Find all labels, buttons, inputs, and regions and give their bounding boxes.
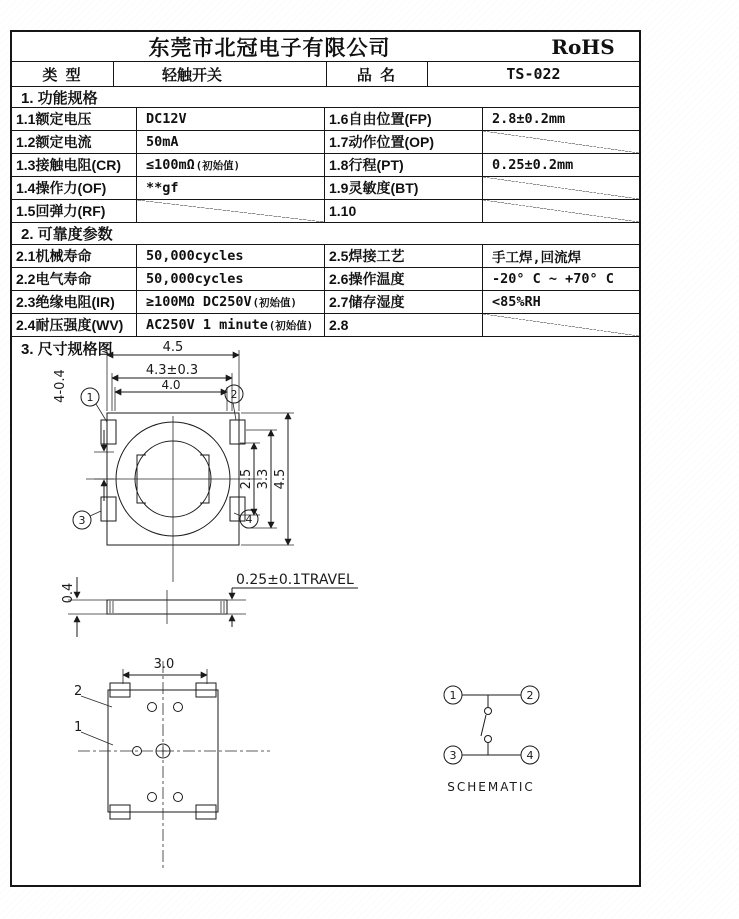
spec-label: 2.4耐压强度(WV) [12,314,137,336]
header-row [12,32,639,62]
lead-pad-3 [101,497,116,521]
travel-label: 0.25±0.1TRAVEL [236,572,354,588]
spec-row-2-3 [12,291,639,314]
spec-value: 0.25±0.2mm [492,157,574,173]
spec-value: 50mA [137,131,325,153]
spec-label: 1.6自由位置(FP) [325,108,483,130]
dim-4-3: 4.3±0.3 [145,363,199,378]
type-value: 轻触开关 [114,62,327,86]
callout-1: 1 [74,720,83,735]
type-label: 类 型 [12,62,114,86]
spec-value: <85%RH [492,294,541,310]
spec-value: 手工焊,回流焊 [492,250,582,266]
company-title: 东莞市北冠电子有限公司 [148,36,391,60]
bottom-view-drawing [68,655,283,880]
spec-value: 50,000cycles [137,268,325,290]
spec-value-main: ≥100MΩ DC250V [146,294,252,310]
dim-thickness: 0.4 [61,582,76,604]
diagonal-blank-cell [483,314,639,336]
spec-row-1-5 [12,200,639,223]
spec-value-note: (初始值) [268,319,314,332]
schematic-pin-3: 3 [449,749,457,762]
callout-2: 2 [74,684,83,699]
spec-label: 1.5回弹力(RF) [12,200,137,222]
dim-lead: 4-0.4 [53,369,68,403]
spec-label: 1.4操作力(OF) [12,177,137,199]
pin-callout-3: 3 [78,514,86,527]
spec-label: 1.2额定电流 [12,131,137,153]
spec-label: 2.8 [325,314,483,336]
lead-pad-2 [230,420,245,444]
spec-row-1-3 [12,154,639,177]
spec-label: 1.1额定电压 [12,108,137,130]
pin-callout-1: 1 [86,391,94,404]
spec-label: 1.7动作位置(OP) [325,131,483,153]
schematic-pin-2: 2 [526,689,534,702]
section2-title: 2. 可靠度参数 [12,223,639,245]
meta-row [12,62,639,87]
spec-row-1-1 [12,108,639,131]
spec-value-main: AC250V 1 minute [146,317,268,333]
lead-pad-1 [101,420,116,444]
part-number: TS-022 [506,65,561,83]
spec-label: 1.8行程(PT) [325,154,483,176]
section1-title: 1. 功能规格 [12,87,639,108]
spec-value: 2.8±0.2mm [492,111,566,127]
spec-label: 2.7储存湿度 [325,291,483,313]
spec-row-1-2 [12,131,639,154]
schematic-drawing [435,675,565,815]
diagonal-blank-cell [137,200,325,222]
side-view-drawing [60,567,390,662]
spec-value: DC12V [137,108,325,130]
dim-right-4-5: 4.5 [273,468,288,490]
spec-row-2-1 [12,245,639,268]
spec-value [137,154,325,176]
diagonal-blank-cell [483,177,639,199]
document-frame [10,30,641,887]
spec-label: 2.5焊接工艺 [325,245,483,267]
spec-label: 2.1机械寿命 [12,245,137,267]
spec-value-note: (初始值) [195,159,240,172]
pin-callout-4: 4 [245,513,253,526]
spec-row-2-4 [12,314,639,337]
spec-value [137,314,325,336]
diagonal-blank-cell [483,200,639,222]
schematic-pin-4: 4 [526,749,534,762]
dim-3-0: 3.0 [153,657,175,672]
dim-right-3-3: 3.3 [256,468,271,490]
dim-right-2-5: 2.5 [239,468,254,490]
part-name-label: 品 名 [327,62,428,86]
spec-label: 1.9灵敏度(BT) [325,177,483,199]
section3-title: 3. 尺寸规格图 [21,341,113,358]
spec-value-note: (初始值) [252,296,297,309]
spec-value [137,291,325,313]
diagonal-blank-cell [483,131,639,153]
spec-label: 1.3接触电阻(CR) [12,154,137,176]
spec-label: 2.6操作温度 [325,268,483,290]
spec-label: 1.10 [325,200,483,222]
spec-label: 2.2电气寿命 [12,268,137,290]
spec-label: 2.3绝缘电阻(IR) [12,291,137,313]
spec-row-2-2 [12,268,639,291]
pin-callout-2: 2 [230,388,238,401]
schematic-caption: SCHEMATIC [447,780,535,794]
spec-row-1-4 [12,177,639,200]
spec-value-main: ≤100mΩ [146,157,195,173]
top-view-drawing [50,338,330,588]
lead-pad-4 [230,497,245,521]
schematic-pin-1: 1 [449,689,457,702]
spec-value: 50,000cycles [137,245,325,267]
spec-value: -20° C ~ +70° C [492,271,614,287]
rohs-badge: RoHS [551,34,615,59]
dim-top-4-5: 4.5 [162,340,184,355]
spec-value: **gf [137,177,325,199]
dim-4-0: 4.0 [161,378,181,392]
